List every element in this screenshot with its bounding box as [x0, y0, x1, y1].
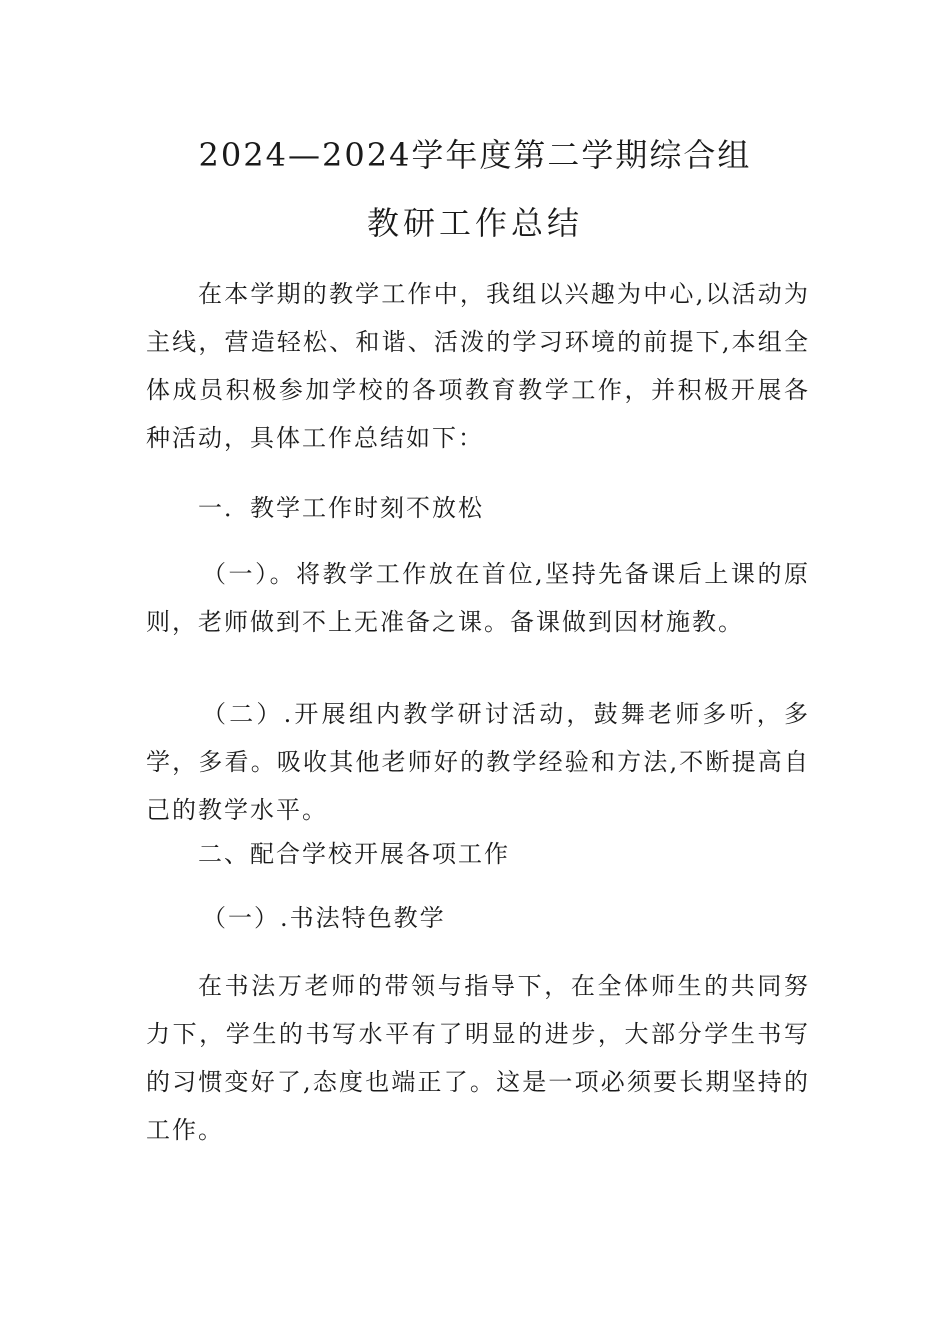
section-2-item-1-text: 在书法万老师的带领与指导下，在全体师生的共同努力下，学生的书写水平有了明显的进步，大部分学生书写的习惯变好了,态度也端正了。这是一项必须要长期坚持的工作。 [146, 972, 810, 1144]
document-title-line-2: 教研工作总结 [366, 204, 583, 242]
section-1-item-1: （一）。将教学工作放在首位,坚持先备课后上课的原则，老师做到不上无准备之课。备课做到因材施教。 [146, 560, 810, 636]
intro-paragraph: 在本学期的教学工作中，我组以兴趣为中心,以活动为主线，营造轻松、和谐、活泼的学习环境的前提下,本组全体成员积极参加学校的各项教育教学工作，并积极开展各种活动，具体工作总结如下： [146, 280, 810, 452]
section-1-heading: 一．教学工作时刻不放松 [198, 494, 484, 522]
section-1-item-2: （二）.开展组内教学研讨活动，鼓舞老师多听，多学，多看。吸收其他老师好的教学经验和方法,不断提高自己的教学水平。 [146, 700, 810, 824]
document-title-line-1: 2024—2024学年度第二学期综合组 [198, 136, 752, 174]
section-2-item-1-heading: （一）.书法特色教学 [202, 904, 446, 932]
section-2-heading: 二、配合学校开展各项工作 [198, 840, 510, 868]
